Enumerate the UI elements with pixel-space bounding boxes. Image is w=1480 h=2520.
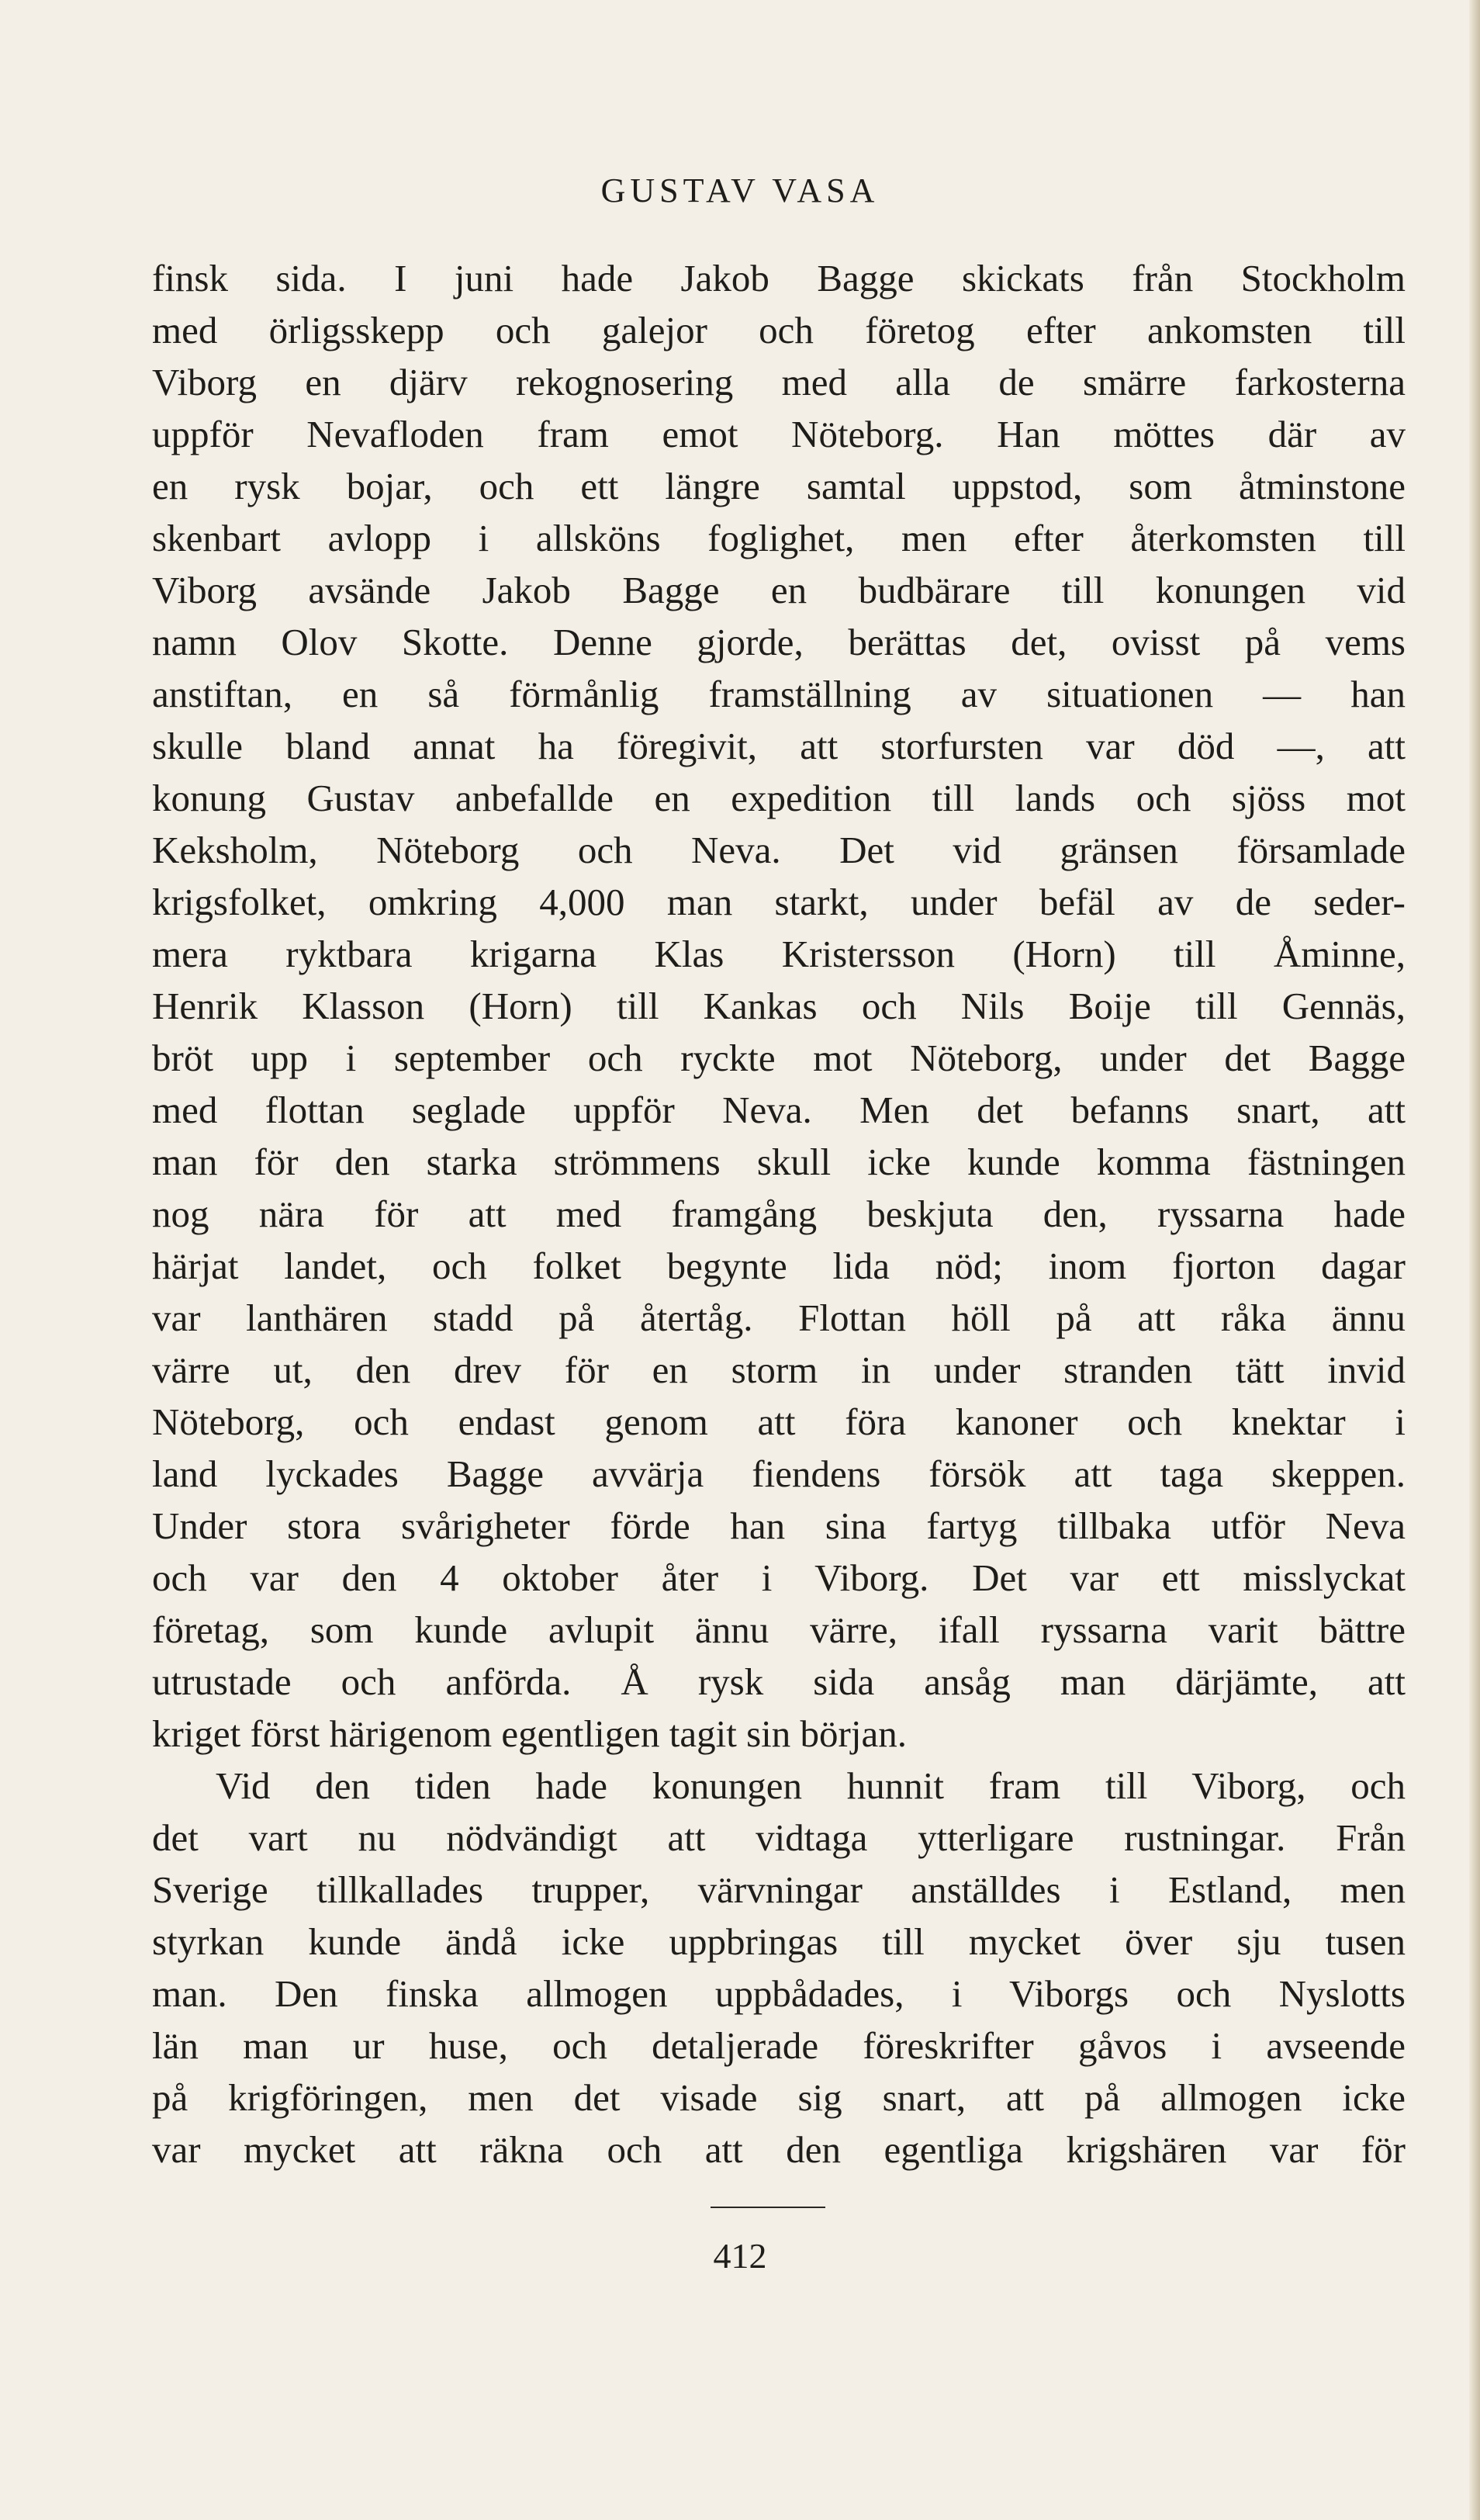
paragraph-1 xyxy=(152,252,1406,1760)
paragraph-2 xyxy=(152,1760,1406,2176)
text-line: Keksholm, Nöteborg och Neva. Det vid gränsen församlade xyxy=(152,829,1406,871)
text-line: konung Gustav anbefallde en expedition till lands och sjöss mot xyxy=(152,777,1406,819)
text-line: och var den 4 oktober åter i Viborg. Det var ett misslyckat xyxy=(152,1556,1406,1599)
text-line: skenbart avlopp i allsköns foglighet, men efter återkomsten till xyxy=(152,517,1406,559)
text-line: finsk sida. I juni hade Jakob Bagge skickats från Stockholm xyxy=(152,257,1406,299)
page-edge xyxy=(1469,0,1480,2520)
text-line: företag, som kunde avlupit ännu värre, ifall ryssarna varit bättre xyxy=(152,1608,1406,1651)
text-line: Viborg avsände Jakob Bagge en budbärare till konungen vid xyxy=(152,569,1406,611)
text-line: län man ur huse, och detaljerade föreskrifter gåvos i avseende xyxy=(152,2024,1406,2067)
text-line: på krigföringen, men det visade sig snart, att på allmogen icke xyxy=(152,2076,1406,2119)
text-line: en rysk bojar, och ett längre samtal uppstod, som åtminstone xyxy=(152,465,1406,507)
text-line: var lanthären stadd på återtåg. Flottan höll på att råka ännu xyxy=(152,1296,1406,1339)
running-head: GUSTAV VASA xyxy=(600,171,880,209)
text-line: härjat landet, och folket begynte lida nöd; inom fjorton dagar xyxy=(152,1244,1406,1287)
text-line: med örligsskepp och galejor och företog efter ankomsten till xyxy=(152,309,1406,351)
text-line: nog nära för att med framgång beskjuta den, ryssarna hade xyxy=(152,1192,1406,1235)
footer-rule xyxy=(711,2207,825,2208)
text-line: Vid den tiden hade konungen hunnit fram till Viborg, och xyxy=(216,1764,1406,1807)
text-line: man för den starka strömmens skull icke kunde komma fästningen xyxy=(152,1141,1406,1183)
text-line: krigsfolket, omkring 4,000 man starkt, under befäl av de seder- xyxy=(152,881,1406,923)
text-line: Viborg en djärv rekognosering med alla de smärre farkosterna xyxy=(152,361,1406,403)
text-line: land lyckades Bagge avvärja fiendens försök att taga skeppen. xyxy=(152,1452,1406,1495)
text-line: anstiftan, en så förmånlig framställning av situationen — han xyxy=(152,673,1406,715)
text-line: var mycket att räkna och att den egentliga krigshären var för xyxy=(152,2128,1406,2171)
text-line: uppför Nevafloden fram emot Nöteborg. Han möttes där av xyxy=(152,413,1406,455)
text-line: det vart nu nödvändigt att vidtaga ytterligare rustningar. Från xyxy=(152,1816,1406,1859)
text-line: Sverige tillkallades trupper, värvningar anställdes i Estland, men xyxy=(152,1868,1406,1911)
text-line: skulle bland annat ha föregivit, att storfursten var död —, att xyxy=(152,725,1406,767)
text-line: namn Olov Skotte. Denne gjorde, berättas det, ovisst på vems xyxy=(152,621,1406,663)
text-line: utrustade och anförda. Å rysk sida ansåg man därjämte, att xyxy=(152,1660,1406,1703)
text-line: värre ut, den drev för en storm in under stranden tätt invid xyxy=(152,1348,1406,1391)
text-line: Nöteborg, och endast genom att föra kanoner och knektar i xyxy=(152,1400,1406,1443)
body-text xyxy=(152,252,1406,2176)
page-number: 412 xyxy=(713,2236,767,2276)
text-line: mera ryktbara krigarna Klas Kristersson (Horn) till Åminne, xyxy=(152,933,1406,975)
text-line: styrkan kunde ändå icke uppbringas till mycket över sju tusen xyxy=(152,1920,1406,1963)
text-line: kriget först härigenom egentligen tagit sin början. xyxy=(152,1712,907,1755)
text-line: med flottan seglade uppför Neva. Men det befanns snart, att xyxy=(152,1089,1406,1131)
text-line: bröt upp i september och ryckte mot Nöteborg, under det Bagge xyxy=(152,1037,1406,1079)
text-line: Henrik Klasson (Horn) till Kankas och Nils Boije till Gennäs, xyxy=(152,985,1406,1027)
text-line: Under stora svårigheter förde han sina fartyg tillbaka utför Neva xyxy=(152,1504,1406,1547)
text-line: man. Den finska allmogen uppbådades, i Viborgs och Nyslotts xyxy=(152,1972,1406,2015)
